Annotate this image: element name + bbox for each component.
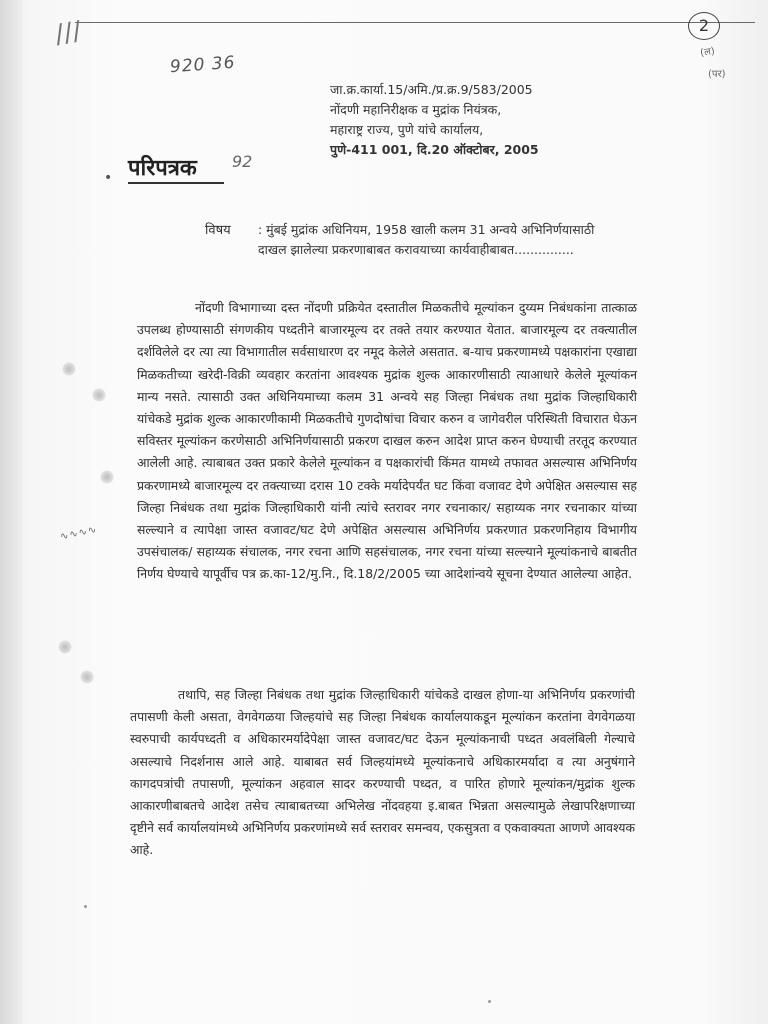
punch-hole [100,470,114,484]
subject-text: : मुंबई मुद्रांक अधिनियम, 1958 खाली कलम 31 अन्वये अभिनिर्णयासाठी दाखल झालेल्या प्रकरणाबाबत करावयाच्या कार्यवाहीबाबत............... [258,222,595,257]
speck [488,1000,491,1003]
title-handwritten-number: 92 [232,152,253,171]
punch-hole [92,388,106,402]
page-number-circled: 2 [688,12,720,40]
title-underline [128,182,224,184]
punch-hole [80,670,94,684]
page-edge-shadow [0,0,22,1024]
circular-title: परिपत्रक [128,155,197,181]
header-line: जा.क्र.कार्या.15/अमि./प्र.क्र.9/583/2005 [330,82,533,97]
subject-label: विषय [205,223,231,238]
punch-hole [62,362,76,376]
top-rule [75,22,755,23]
header-line: महाराष्ट्र राज्य, पुणे यांचे कार्यालय, [330,122,484,137]
body-paragraph-1: नोंदणी विभागाच्या दस्त नोंदणी प्रक्रियेत दस्तातील मिळकतीचे मूल्यांकन दुय्यम निबंधकांना तात्काळ उपलब्ध होण्यासाठी संगणकीय पध्दतीने बाजारमूल्य दर तक्ते तयार करण्यात येतात. बाजारमूल्य दर तक्त्यातील दर्शविलेले दर त्या त्या विभागातील सर्वसाधारण दर नमूद केलेले असतात. ब-याच प्रकरणामध्ये पक्षकारांना एखाद्या मिळकतीच्या खरेदी-विक्री व्यवहार करतांना आवश्यक मुद्रांक शुल्क आकारणीसाठी त्याआधारे केलेले मूल्यांकन मान्य नसते. त्यासाठी उक्त अधिनियमाच्या कलम 31 अन्वये सह जिल्हा निबंधक तथा मुद्रांक जिल्हाधिकारी यांचेकडे मुद्रांक शुल्क आकारणीकामी मिळकतीचे गुणदोषांचा विचार करुन व जागेवरील परिस्थिती विचारात घेऊन सविस्तर मूल्यांकन करणेसाठी अभिनिर्णयासाठी प्रकरण दाखल करुन आदेश प्राप्त करुन घेण्याची तरतूद करण्यात आलेली आहे. त्याबाबत उक्त प्रकारे केलेले मूल्यांकन व पक्षकारांची किंमत यामध्ये तफावत असल्यास अभिनिर्णय प्रकरणामध्ये बाजारमूल्य दर तक्त्याच्या दरास 10 टक्के मर्यादेपर्यंत घट किंवा वजावट देणे अपेक्षित असल्यास सह जिल्हा निबंधक तथा मुद्रांक जिल्हाधिकारी यांनी त्यांचे स्तरावर नगर रचनाकार/ सहाय्यक नगर रचनाकार यांच्या सल्ल्याने व त्यापेक्षा जास्त वजावट/घट देणे अपेक्षित असल्यास अभिनिर्णय प्रकरणात प्रकरणनिहाय विभागीय उपसंचालक/ सहाय्यक संचालक, नगर रचना आणि सहसंचालक, नगर रचना यांच्या सल्ल्याने मूल्यांकनाचे बाबतीत निर्णय घेण्याचे यापूर्वीच पत्र क्र.का-12/मु.नि., दि.18/2/2005 च्या आदेशांन्वये सूचना देण्यात आलेल्या आहेत. [137,300,637,582]
punch-hole [58,640,72,654]
pen-slash-mark: /// [52,15,84,51]
body-paragraph-2: तथापि, सह जिल्हा निबंधक तथा मुद्रांक जिल्हाधिकारी यांचेकडे दाखल होणा-या अभिनिर्णय प्रकरणांची तपासणी केली असता, वेगवेगळया जिल्हयांचे सह जिल्हा निबंधक कार्यालयाकडून मूल्यांकन करतांना वेगवेगळया स्वरुपाची कार्यपध्दती व अधिकारमर्यादेपेक्षा जास्त वजावट/घट देऊन मूल्यांकनाची पध्दत अवलंबिली गेल्याचे असल्याचे निदर्शनास आले आहे. याबाबत सर्व जिल्हयांमध्ये मूल्यांकनाचे अधिकारमर्यादा व त्या अनुषंगाने कागदपत्रांची तपासणी, मूल्यांकन अहवाल सादर करण्याची पध्दत, व पारित होणारे मूल्यांकन/मुद्रांक शुल्क आकारणीबाबतचे आदेश तसेच त्याबाबतच्या अभिलेख नोंदवहया इ.बाबत भिन्नता असल्यामुळे लेखापरिक्षणाच्या दृष्टीने सर्व कार्यालयांमध्ये अभिनिर्णय प्रकरणांमध्ये सर्व स्तरावर समन्वय, एकसुत्रता व एकवाक्यता आणणे आवश्यक आहे. [130,687,635,858]
margin-scribble: ∿∿∿∿ [59,524,99,543]
corner-note-2: (पर) [708,69,726,80]
corner-note-1: (ल) [699,46,716,59]
handwritten-number: 920 36 [169,52,237,78]
header-date-line: पुणे-411 001, दि.20 ऑक्टोबर, 2005 [330,142,539,157]
header-line: नोंदणी महानिरीक्षक व मुद्रांक नियंत्रक, [330,102,502,117]
speck [84,905,87,908]
reference-header [330,80,590,160]
bullet-mark: • [104,170,113,186]
